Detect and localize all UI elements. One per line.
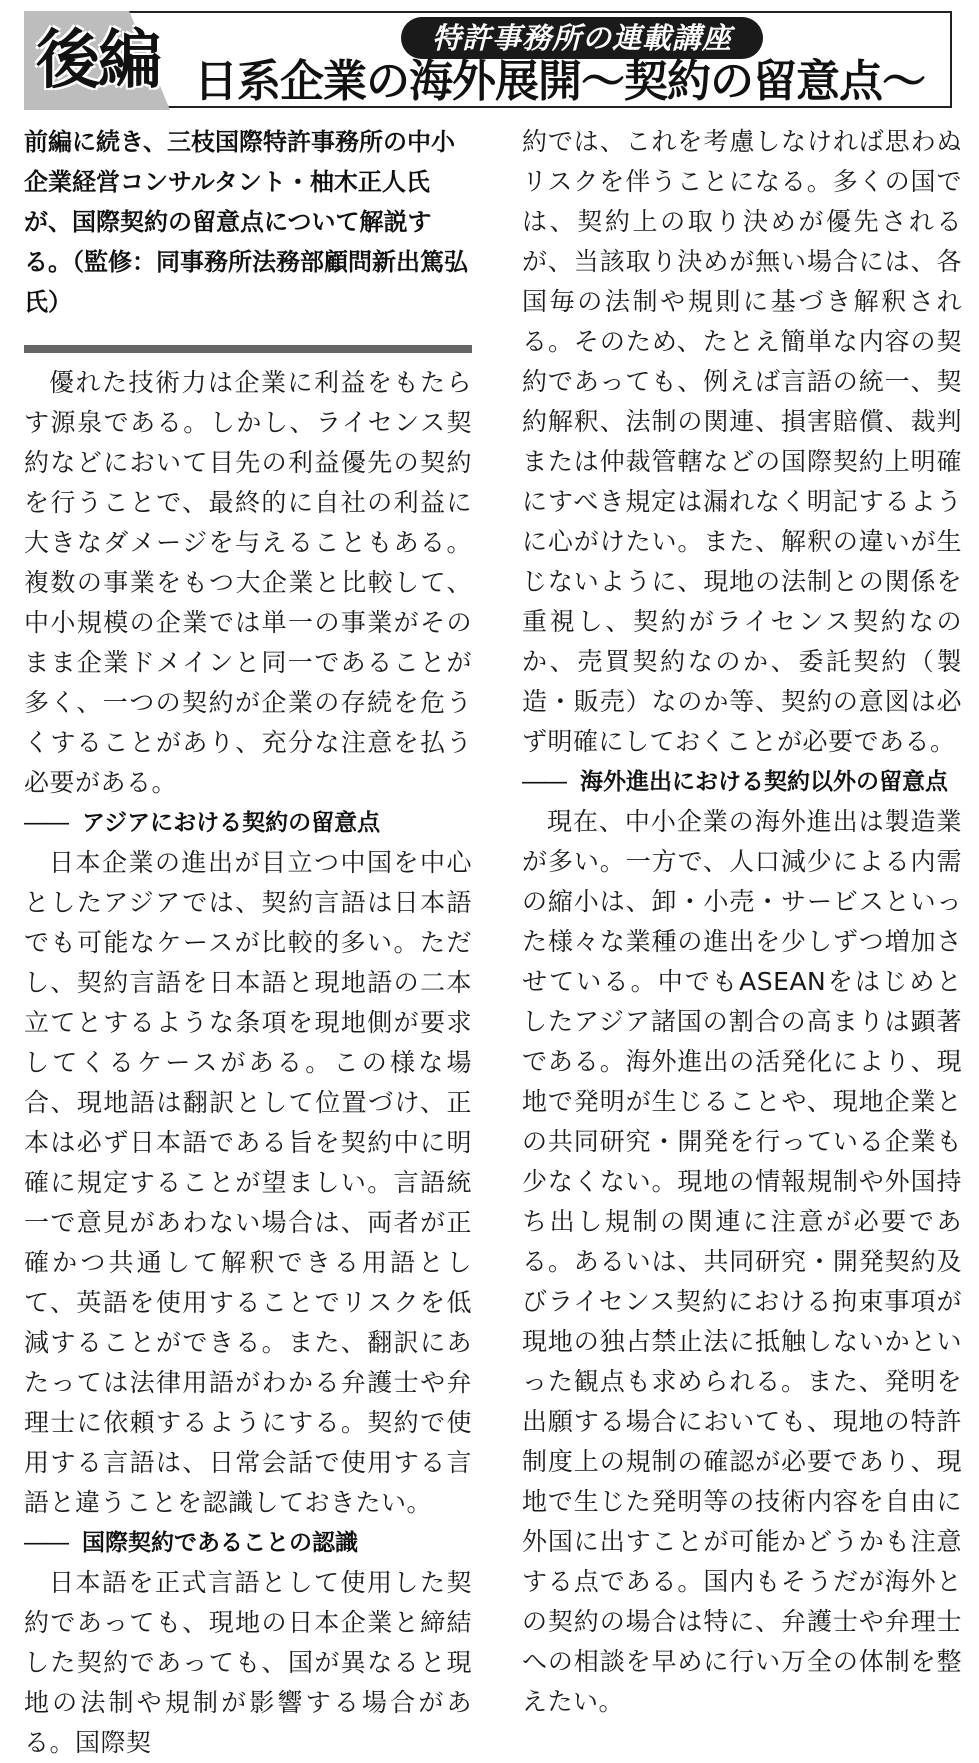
subheading-other — [522, 762, 962, 802]
article-header — [24, 11, 952, 108]
body-paragraph-1: 優れた技術力は企業に利益をもたらす源泉である。しかし、ライセンス契約などにおいて目先の利益優先の契約を行うことで、最終的に自社の利益に大きなダメージを与えることもある。複数の事業をもつ大企業と比較して、中小規模の企業では単一の事業がそのまま企業ドメインと同一であることが多く、一つの契約が企業の存続を危うくすることがあり、充分な注意を払う必要がある。 — [24, 368, 472, 797]
body-paragraph-2: 日本企業の進出が目立つ中国を中心としたアジアでは、契約言語は日本語でも可能なケースが比較的多い。ただし、契約言語を日本語と現地語の二本立てとするような条項を現地側が要求してくるケースがある。この様な場合、現地語は翻訳として位置づけ、正本は必ず日本語である旨を契約中に明確に規定することが望ましい。言語統一で意見があわない場合は、両者が正確かつ共通して解釈できる用語として、英語を使用することでリスクを低減することができる。また、翻訳にあたっては法律用語がわかる弁護士や弁理士に依頼するようにする。契約で使用する言語は、日常会話で使用する言語と違うことを認識しておきたい。 — [24, 848, 472, 1517]
article-title: 日系企業の海外展開〜契約の留意点〜 — [194, 56, 925, 107]
column-right — [522, 122, 962, 1722]
lead-paragraph: 前編に続き、三枝国際特許事務所の中小企業経営コンサルタント・柚木正人氏が、国際契約の留意点について解説する。（監修：同事務所法務部顧問新出篤弘氏） — [24, 128, 468, 316]
lead-divider — [24, 345, 472, 353]
part-tag: 後編 — [36, 24, 160, 98]
subheading-dash: ―― — [522, 769, 566, 795]
subheading-asia — [24, 803, 472, 843]
subheading-asia-text: アジアにおける契約の留意点 — [82, 810, 381, 836]
body-paragraph-3a: 日本語を正式言語として使用した契約であっても、現地の日本企業と締結した契約であっても、国が異なると現地の法制や規制が影響する場合がある。国際契 — [24, 1568, 472, 1757]
subheading-dash: ―― — [24, 810, 68, 836]
subheading-dash: ―― — [24, 1530, 68, 1556]
body-paragraph-3b: 約では、これを考慮しなければ思わぬリスクを伴うことになる。多くの国では、契約上の取り決めが優先されるが、当該取り決めが無い場合には、各国毎の法制や規則に基づき解釈される。そのため、たとえ簡単な内容の契約であっても、例えば言語の統一、契約解釈、法制の関連、損害賠償、裁判または仲裁管轄などの国際契約上明確にすべき規定は漏れなく明記するように心がけたい。また、解釈の違いが生じないように、現地の法制との関係を重視し、契約がライセンス契約なのか、売買契約なのか、委託契約（製造・販売）なのか等、契約の意図は必ず明確にしておくことが必要である。 — [522, 127, 962, 756]
subheading-international — [24, 1523, 472, 1563]
body-paragraph-4: 現在、中小企業の海外進出は製造業が多い。一方で、人口減少による内需の縮小は、卸・小売・サービスといった様々な業種の進出を少しずつ増加させている。中でもASEANをはじめとしたアジア諸国の割合の高まりは顕著である。海外進出の活発化により、現地で発明が生じることや、現地企業との共同研究・開発を行っている企業も少なくない。現地の情報規制や外国持ち出し規制の関連に注意が必要である。あるいは、共同研究・開発契約及びライセンス契約における拘束事項が現地の独占禁止法に抵触しないかといった観点も求められる。また、発明を出願する場合においても、現地の特許制度上の規制の確認が必要であり、現地で生じた発明等の技術内容を自由に外国に出すことが可能かどうかも注意する点である。国内もそうだが海外との契約の場合は特に、弁護士や弁理士への相談を早めに行い万全の体制を整えたい。 — [522, 807, 962, 1716]
series-badge: 特許事務所の連載講座 — [401, 17, 763, 59]
column-left — [24, 363, 472, 1763]
subheading-other-text: 海外進出における契約以外の留意点 — [580, 769, 948, 795]
subheading-international-text: 国際契約であることの認識 — [82, 1530, 358, 1556]
